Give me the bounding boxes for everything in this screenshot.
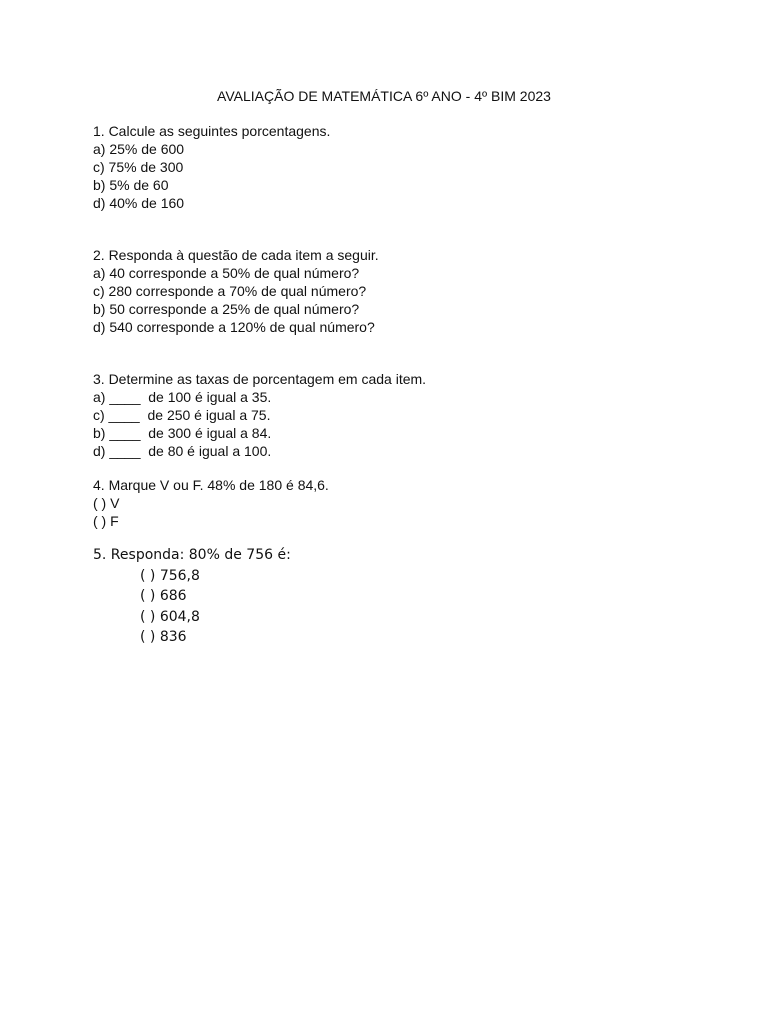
question-3-item: c) ____ de 250 é igual a 75. <box>93 407 271 423</box>
question-4-prompt: 4. Marque V ou F. 48% de 180 é 84,6. <box>93 477 329 493</box>
question-1 <box>93 122 693 212</box>
question-5-option: ( ) 836 <box>140 629 187 645</box>
question-3-item: d) ____ de 80 é igual a 100. <box>93 443 272 459</box>
exam-title: AVALIAÇÃO DE MATEMÁTICA 6º ANO - 4º BIM 2023 <box>217 88 551 104</box>
question-2-item: a) 40 corresponde a 50% de qual número? <box>93 265 360 281</box>
question-5-option: ( ) 604,8 <box>140 608 200 625</box>
question-1-prompt: 1. Calcule as seguintes porcentagens. <box>93 123 331 139</box>
question-5-prompt: 5. Responda: 80% de 756 é: <box>93 547 291 563</box>
question-2-item: c) 280 corresponde a 70% de qual número? <box>93 283 367 299</box>
question-1-item: d) 40% de 160 <box>93 195 185 211</box>
question-3-item: b) ____ de 300 é igual a 84. <box>93 425 272 441</box>
question-2-prompt: 2. Responda à questão de cada item a seguir. <box>93 247 379 263</box>
question-2-item: d) 540 corresponde a 120% de qual número? <box>93 319 375 335</box>
question-5 <box>93 545 693 648</box>
question-2-item: b) 50 corresponde a 25% de qual número? <box>93 301 360 317</box>
question-1-item: a) 25% de 600 <box>93 141 185 157</box>
question-3-prompt: 3. Determine as taxas de porcentagem em cada item. <box>93 371 427 387</box>
question-1-item: c) 75% de 300 <box>93 159 184 175</box>
question-5-option: ( ) 686 <box>140 588 187 604</box>
question-4 <box>93 476 693 530</box>
question-4-option: ( ) F <box>93 513 119 529</box>
question-1-item: b) 5% de 60 <box>93 177 169 193</box>
question-4-option: ( ) V <box>93 495 120 511</box>
question-3 <box>93 370 693 460</box>
question-2 <box>93 246 693 336</box>
question-3-item: a) ____ de 100 é igual a 35. <box>93 389 272 405</box>
question-5-option: ( ) 756,8 <box>140 567 200 584</box>
